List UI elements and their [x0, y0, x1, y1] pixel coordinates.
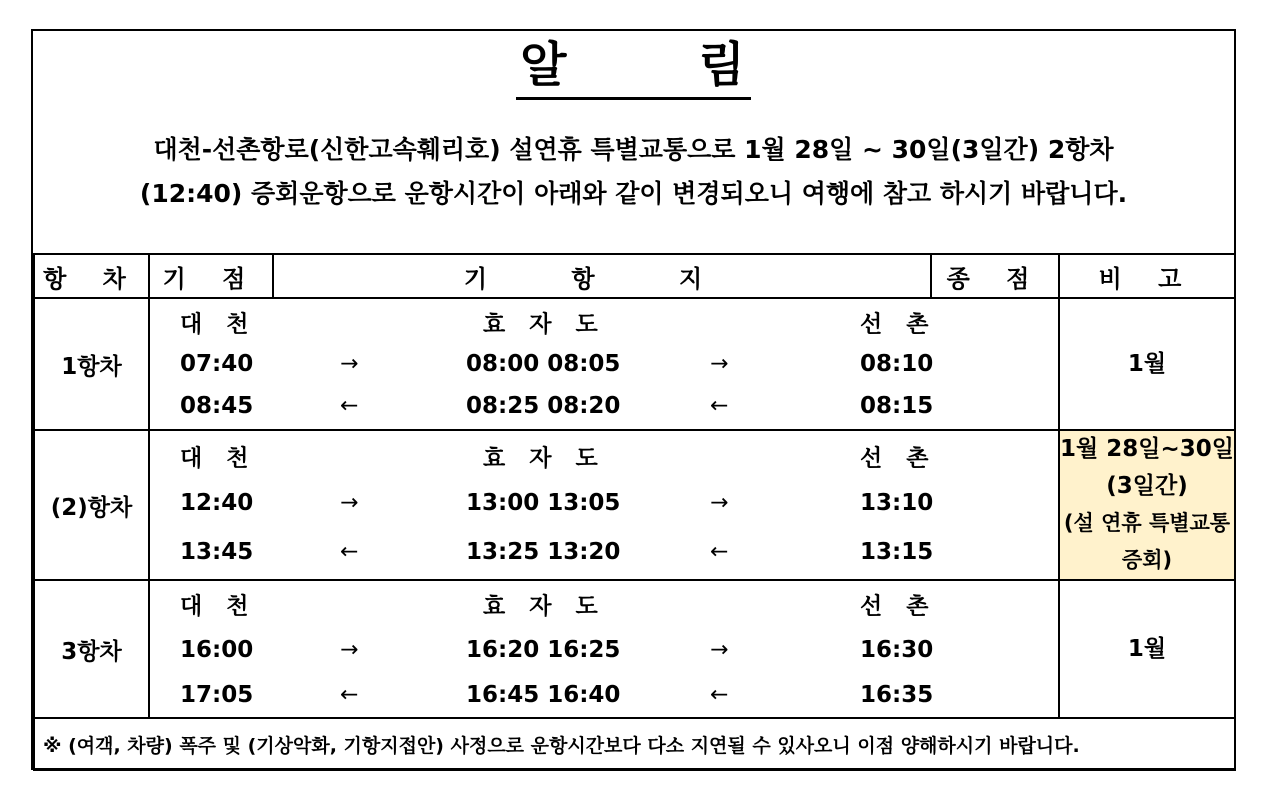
arrow-left-icon: ←: [340, 682, 359, 708]
trip-times: [149, 298, 1059, 430]
dest-time: 08:10: [860, 351, 934, 377]
via-time: 13:25 13:20: [466, 539, 621, 565]
origin-time: 12:40: [180, 490, 254, 516]
dest-time: 13:10: [860, 490, 934, 516]
remark-line: 1월: [1127, 350, 1167, 377]
title-right: 림: [698, 37, 747, 93]
schedule-table: [33, 253, 1236, 771]
table-row: [34, 580, 1235, 718]
dest-name: 선 촌: [860, 593, 937, 620]
arrow-left-icon: ←: [340, 539, 359, 565]
via-name: 효 자 도: [483, 445, 606, 472]
trip-name: 1항차: [34, 298, 149, 430]
arrow-left-icon: ←: [710, 682, 729, 708]
header-trip: 항 차: [34, 254, 149, 298]
remark-cell-highlighted: [1059, 430, 1235, 580]
station-names: [150, 433, 1058, 479]
remark-cell: [1059, 580, 1235, 718]
outbound-times: [150, 627, 1058, 673]
header-remark: 비 고: [1059, 254, 1235, 298]
dest-time: 16:30: [860, 637, 934, 663]
remark-line: 1월: [1127, 635, 1167, 662]
return-times: [150, 527, 1058, 577]
dest-time: 08:15: [860, 393, 934, 419]
origin-time: 08:45: [180, 393, 254, 419]
trip-name: 3항차: [34, 580, 149, 718]
notice-intro: [33, 128, 1234, 216]
header-via: 기 항 지: [463, 264, 741, 293]
arrow-right-icon: →: [710, 351, 729, 377]
return-times: [150, 385, 1058, 427]
origin-name: 대 천: [180, 593, 257, 620]
header-dest: 종 점: [930, 255, 1058, 297]
trip-times: [149, 580, 1059, 718]
footer-note: ※ (여객, 차량) 폭주 및 (기상악화, 기항지접안) 사정으로 운항시간보다 다소 지연될 수 있사오니 이점 양해하시기 바랍니다.: [34, 718, 1235, 770]
origin-time: 13:45: [180, 539, 254, 565]
table-header-row: [34, 254, 1235, 298]
remark-line: (설 연휴 특별교통 증회): [1063, 511, 1231, 572]
notice-title: [33, 37, 1234, 100]
dest-time: 13:15: [860, 539, 934, 565]
footer-row: [34, 718, 1235, 770]
origin-time: 17:05: [180, 682, 254, 708]
origin-time: 16:00: [180, 637, 254, 663]
outbound-times: [150, 343, 1058, 385]
trip-times: [149, 430, 1059, 580]
station-names: [150, 581, 1058, 627]
dest-name: 선 촌: [860, 311, 937, 338]
header-origin: 기 점: [150, 255, 274, 297]
notice-board: [31, 29, 1236, 770]
intro-line-1: 대천-선촌항로(신한고속훼리호) 설연휴 특별교통으로 1월 28일 ~ 30일(3일간) 2항차: [153, 135, 1114, 164]
arrow-left-icon: ←: [710, 393, 729, 419]
arrow-right-icon: →: [340, 637, 359, 663]
remark-line: 1월 28일~30일: [1060, 436, 1234, 462]
remark-line: (3일간): [1106, 473, 1188, 499]
table-row: [34, 298, 1235, 430]
via-name: 효 자 도: [483, 311, 606, 338]
via-time: 08:00 08:05: [466, 351, 621, 377]
table-row: [34, 430, 1235, 580]
arrow-left-icon: ←: [340, 393, 359, 419]
title-left: 알: [520, 37, 569, 93]
arrow-right-icon: →: [340, 490, 359, 516]
origin-time: 07:40: [180, 351, 254, 377]
intro-line-2: (12:40) 증회운항으로 운항시간이 아래와 같이 변경되오니 여행에 참고 하시기 바랍니다.: [139, 179, 1128, 208]
arrow-right-icon: →: [710, 637, 729, 663]
outbound-times: [150, 479, 1058, 527]
origin-name: 대 천: [180, 311, 257, 338]
via-time: 16:20 16:25: [466, 637, 621, 663]
trip-name: (2)항차: [34, 430, 149, 580]
arrow-left-icon: ←: [710, 539, 729, 565]
via-time: 13:00 13:05: [466, 490, 621, 516]
dest-name: 선 촌: [860, 445, 937, 472]
dest-time: 16:35: [860, 682, 934, 708]
return-times: [150, 673, 1058, 717]
arrow-right-icon: →: [710, 490, 729, 516]
via-time: 08:25 08:20: [466, 393, 621, 419]
station-names: [150, 301, 1058, 343]
remark-cell: [1059, 298, 1235, 430]
origin-name: 대 천: [180, 445, 257, 472]
via-name: 효 자 도: [483, 593, 606, 620]
via-time: 16:45 16:40: [466, 682, 621, 708]
header-route: [149, 254, 1059, 298]
arrow-right-icon: →: [340, 351, 359, 377]
